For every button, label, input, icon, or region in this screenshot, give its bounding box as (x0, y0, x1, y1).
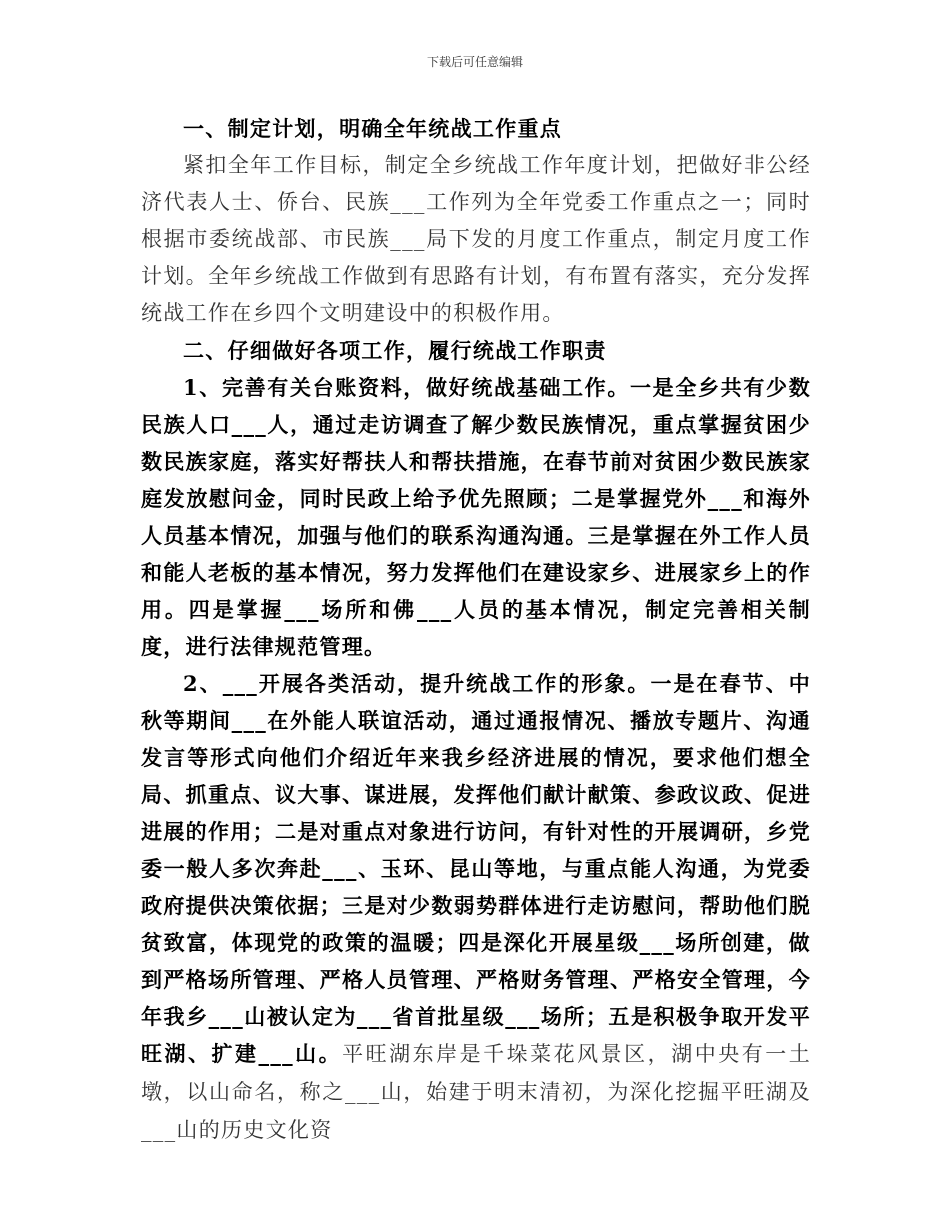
paragraph-plan: 紧扣全年工作目标，制定全乡统战工作年度计划，把做好非公经济代表人士、侨台、民族___工作列为全年党委工作重点之一；同时根据市委统战部、市民族___局下发的月度工作重点，制定月度工作计划。全年乡统战工作做到有思路有计划，有布置有落实，充分发挥统战工作在乡四个文明建设中的积极作用。 (141, 153, 811, 325)
section-heading-1: 一、制定计划，明确全年统战工作重点 (183, 116, 563, 141)
paragraph-item-2-tail: 平旺湖东岸是千垛菜花风景区，湖中央有一土墩，以山命名，称之___山，始建于明末清初，为深化挖掘平旺湖及___山的历史文化资 (141, 1042, 812, 1142)
section-heading-2: 二、仔细做好各项工作，履行统战工作职责 (183, 338, 607, 363)
paragraph-item-2-bold: 2、___开展各类活动，提升统战工作的形象。一是在春节、中秋等期间___在外能人联谊活动，通过通报情况、播放专题片、沟通发言等形式向他们介绍近年来我乡经济进展的情况，要求他们想全局、抓重点、议大事、谋进展，发挥他们献计献策、参政议政、促进进展的作用；二是对重点对象进行访问，有针对性的开展调研，乡党委一般人多次奔赴___、玉环、昆山等地，与重点能人沟通，为党委政府提供决策依据；三是对少数弱势群体进行走访慰问，帮助他们脱贫致富，体现党的政策的温暖；四是深化开展星级___场所创建，做到严格场所管理、严格人员管理、严格财务管理、严格安全管理，今年我乡___山被认定为___省首批星级___场所；五是积极争取开发平旺湖、扩建___山。 (141, 671, 811, 1066)
page-header: 下载后可任意编辑 (426, 55, 523, 69)
document-body (141, 110, 811, 1149)
paragraph-item-1: 1、完善有关台账资料，做好统战基础工作。一是全乡共有少数民族人口___人，通过走访调查了解少数民族情况，重点掌握贫困少数民族家庭，落实好帮扶人和帮扶措施，在春节前对贫困少数民族家庭发放慰问金，同时民政上给予优先照顾；二是掌握党外___和海外人员基本情况，加强与他们的联系沟通沟通。三是掌握在外工作人员和能人老板的基本情况，努力发挥他们在建设家乡、进展家乡上的作用。四是掌握___场所和佛___人员的基本情况，制定完善相关制度，进行法律规范管理。 (141, 375, 811, 659)
paragraph-item-2 (141, 665, 811, 1149)
